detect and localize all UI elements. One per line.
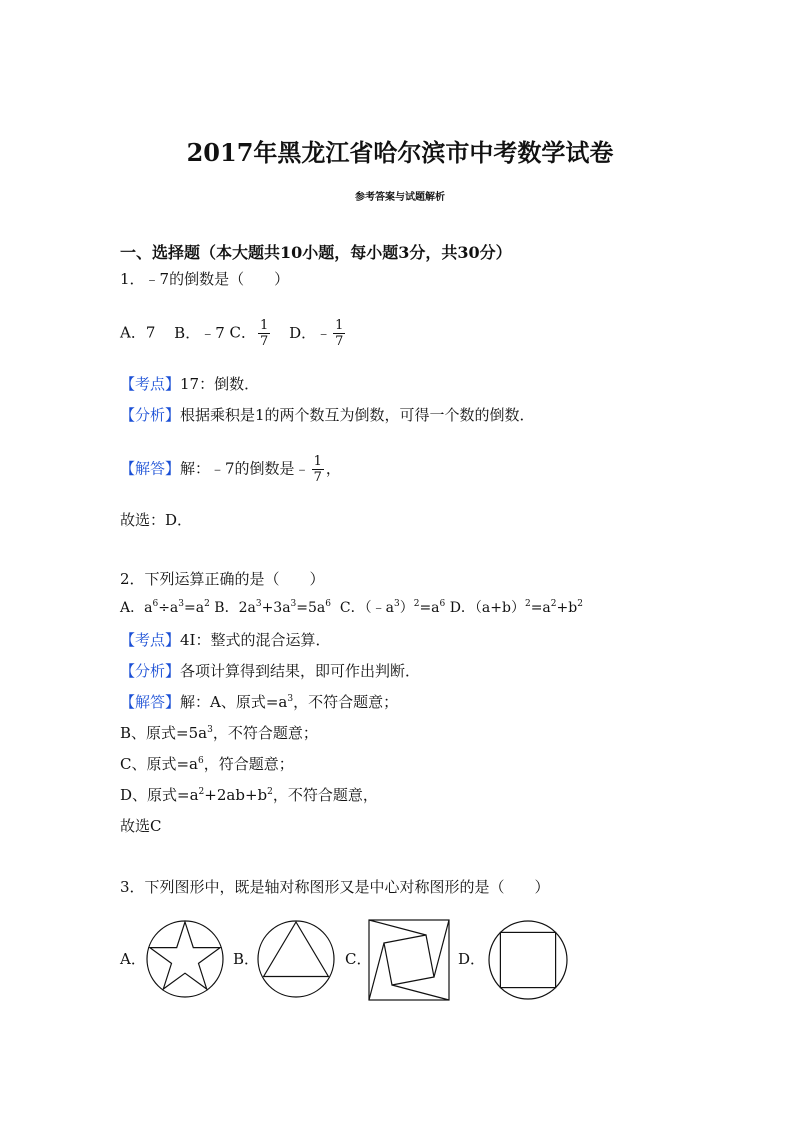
q2-options: A．$a^6\div a^3=a^2$ B．$2a^3+3a^3=5a^6$ C．$(﹣a^3)^2=a^6$ D．$(a+b)^2=a^2+b^2$ <box>120 599 583 616</box>
q2-jieda-b: B、原式$=5a^3$，不符合题意； <box>120 724 318 742</box>
q2-jieda: 【解答】解：A、原式$=a^3$，不符合题意； <box>120 693 399 711</box>
jieda-tag: 【解答】 <box>120 459 181 478</box>
fraction: $\frac{1}{7}$ <box>335 318 344 349</box>
q1-fenxi: 【分析】根据乘积是1的两个数互为倒数，可得一个数的倒数． <box>120 406 535 424</box>
q2-jieda-d: D、原式$=a^2+2ab+b^2$，不符合题意， <box>120 786 378 804</box>
q3-label-d: D． <box>458 950 486 968</box>
q1-option-b: B．﹣7 <box>174 323 225 342</box>
q1-stem: 1．﹣7的倒数是（ ） <box>120 270 290 288</box>
q1-option-d: D．﹣ <box>289 323 332 342</box>
q2-answer: 故选C <box>120 817 162 835</box>
q3-label-c: C． <box>345 950 372 968</box>
q1-option-a: A．7 <box>120 323 156 342</box>
kaodian-tag: 【考点】 <box>120 375 181 393</box>
page-subtitle: 参考答案与试题解析 <box>355 192 445 203</box>
fenxi-tag: 【分析】 <box>120 662 181 680</box>
q1-answer: 故选：D． <box>120 511 193 529</box>
star-in-circle-figure <box>145 919 225 999</box>
triangle-in-circle-figure <box>256 919 336 999</box>
q2-fenxi: 【分析】各项计算得到结果，即可作出判断． <box>120 662 421 680</box>
q1-options <box>120 318 347 349</box>
q1-jieda: 【解答】解：﹣7的倒数是﹣ $\frac{1}{7}$ ， <box>120 454 341 485</box>
q2-stem: 2．下列运算正确的是（ ） <box>120 570 325 588</box>
section-heading: 一、选择题（本大题共10小题，每小题3分，共30分） <box>120 243 512 262</box>
fraction: $\frac{1}{7}$ <box>313 454 322 485</box>
q2-jieda-c: C、原式$=a^6$，符合题意； <box>120 755 294 773</box>
q3-label-b: B． <box>233 950 260 968</box>
q3-stem: 3．下列图形中，既是轴对称图形又是中心对称图形的是（ ） <box>120 878 550 896</box>
rotated-square-figure <box>368 919 450 1001</box>
fraction: $\frac{1}{7}$ <box>260 318 269 349</box>
jieda-tag: 【解答】 <box>120 693 181 711</box>
square-in-circle-figure <box>487 919 569 1001</box>
q2-kaodian: 【考点】4I：整式的混合运算． <box>120 631 331 649</box>
page-title: 2017年黑龙江省哈尔滨市中考数学试卷 <box>186 138 614 167</box>
q3-label-a: A． <box>120 950 146 968</box>
kaodian-tag: 【考点】 <box>120 631 181 649</box>
q1-kaodian: 【考点】17：倒数． <box>120 375 260 393</box>
q1-option-c: C． <box>229 323 257 342</box>
fenxi-tag: 【分析】 <box>120 406 181 424</box>
